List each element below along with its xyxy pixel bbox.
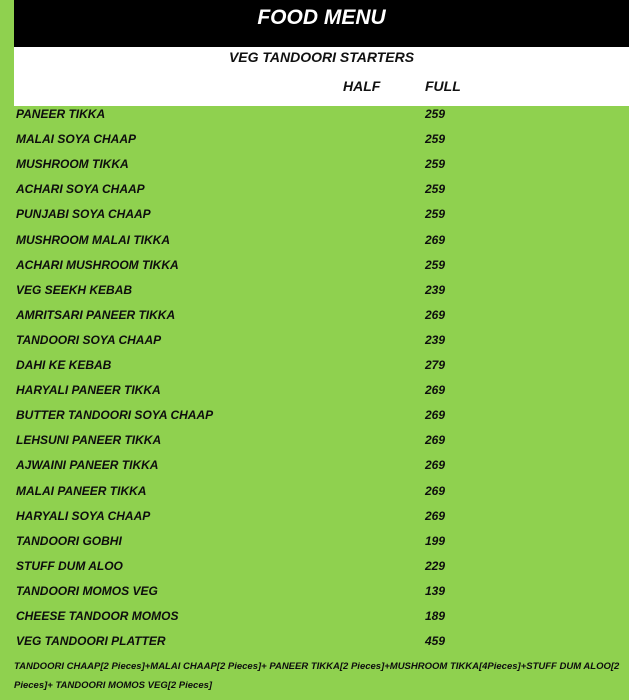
menu-item-price-full: 259 xyxy=(425,182,446,197)
menu-item-name: TANDOORI GOBHI xyxy=(16,533,122,548)
left-edge-strip xyxy=(0,0,14,700)
menu-item-price-full: 259 xyxy=(425,132,446,147)
menu-item-name: TANDOORI SOYA CHAAP xyxy=(16,332,162,347)
menu-item-name: DAHI KE KEBAB xyxy=(16,358,112,372)
menu-item-price-full: 269 xyxy=(425,508,446,523)
column-header-half: HALF xyxy=(343,78,381,94)
menu-item-row xyxy=(14,355,624,379)
menu-item-price-full: 459 xyxy=(425,634,446,649)
menu-item-name: AJWAINI PANEER TIKKA xyxy=(16,458,159,473)
menu-item-name: ACHARI SOYA CHAAP xyxy=(16,182,145,197)
menu-item-name: MALAI SOYA CHAAP xyxy=(16,132,136,147)
menu-item-row xyxy=(14,179,624,203)
menu-item-name: PUNJABI SOYA CHAAP xyxy=(16,207,151,222)
menu-item-row xyxy=(14,430,624,454)
menu-item-price-full: 269 xyxy=(425,458,446,473)
column-header-full: FULL xyxy=(425,78,461,94)
menu-item-price-full: 269 xyxy=(425,433,446,448)
section-title: VEG TANDOORI STARTERS xyxy=(228,49,415,65)
menu-item-row xyxy=(14,581,624,605)
menu-item-row xyxy=(14,405,624,429)
menu-item-row xyxy=(14,556,624,580)
menu-item-row xyxy=(14,606,624,630)
menu-item-name: BUTTER TANDOORI SOYA CHAAP xyxy=(16,408,214,423)
menu-item-name: AMRITSARI PANEER TIKKA xyxy=(16,307,176,322)
menu-item-row xyxy=(14,631,624,655)
menu-item-price-full: 269 xyxy=(425,232,446,247)
menu-item-name: CHEESE TANDOOR MOMOS xyxy=(16,609,179,623)
menu-item-row xyxy=(14,204,624,228)
menu-item-name: STUFF DUM ALOO xyxy=(16,558,123,573)
menu-item-price-full: 259 xyxy=(425,257,446,272)
menu-item-price-full: 269 xyxy=(425,307,446,322)
menu-item-row xyxy=(14,104,624,128)
menu-item-price-full: 269 xyxy=(425,383,446,398)
menu-item-name: VEG SEEKH KEBAB xyxy=(16,282,133,297)
menu-title: FOOD MENU xyxy=(14,0,629,47)
menu-item-row xyxy=(14,129,624,153)
menu-item-name: PANEER TIKKA xyxy=(16,107,106,121)
menu-item-row xyxy=(14,255,624,279)
menu-item-row xyxy=(14,531,624,555)
menu-item-row xyxy=(14,455,624,479)
menu-item-price-full: 139 xyxy=(425,583,446,598)
menu-item-price-full: 269 xyxy=(425,408,446,423)
menu-item-row xyxy=(14,305,624,329)
platter-description: TANDOORI CHAAP[2 Pieces]+MALAI CHAAP[2 Pieces]+ PANEER TIKKA[2 Pieces]+MUSHROOM TIKKA[4Pieces]+STUFF DUM ALOO[2 Pieces]+ TANDOORI MOMOS VEG[2 Pieces] xyxy=(14,661,620,691)
menu-item-name: VEG TANDOORI PLATTER xyxy=(16,634,166,649)
menu-item-price-full: 259 xyxy=(425,157,446,172)
menu-item-row xyxy=(14,154,624,178)
menu-item-price-full: 239 xyxy=(425,282,446,297)
section-header xyxy=(14,47,629,106)
menu-item-price-full: 259 xyxy=(425,207,446,222)
menu-item-row xyxy=(14,481,624,505)
menu-item-price-full: 259 xyxy=(425,107,446,121)
menu-item-row xyxy=(14,280,624,304)
menu-item-name: TANDOORI MOMOS VEG xyxy=(16,583,158,598)
menu-item-name: MUSHROOM TIKKA xyxy=(16,157,129,172)
menu-item-row xyxy=(14,330,624,354)
menu-item-name: HARYALI SOYA CHAAP xyxy=(16,508,151,523)
menu-item-price-full: 189 xyxy=(425,609,446,623)
menu-item-name: HARYALI PANEER TIKKA xyxy=(16,383,161,398)
menu-item-price-full: 269 xyxy=(425,483,446,498)
menu-item-row xyxy=(14,230,624,254)
menu-item-name: MUSHROOM MALAI TIKKA xyxy=(16,232,170,247)
menu-item-name: ACHARI MUSHROOM TIKKA xyxy=(16,257,179,272)
menu-item-row xyxy=(14,506,624,530)
menu-item-price-full: 199 xyxy=(425,533,446,548)
menu-item-row xyxy=(14,380,624,404)
menu-item-name: LEHSUNI PANEER TIKKA xyxy=(16,433,162,448)
menu-item-price-full: 229 xyxy=(425,558,446,573)
menu-item-name: MALAI PANEER TIKKA xyxy=(16,483,147,498)
menu-item-price-full: 279 xyxy=(425,358,446,372)
menu-item-price-full: 239 xyxy=(425,332,446,347)
